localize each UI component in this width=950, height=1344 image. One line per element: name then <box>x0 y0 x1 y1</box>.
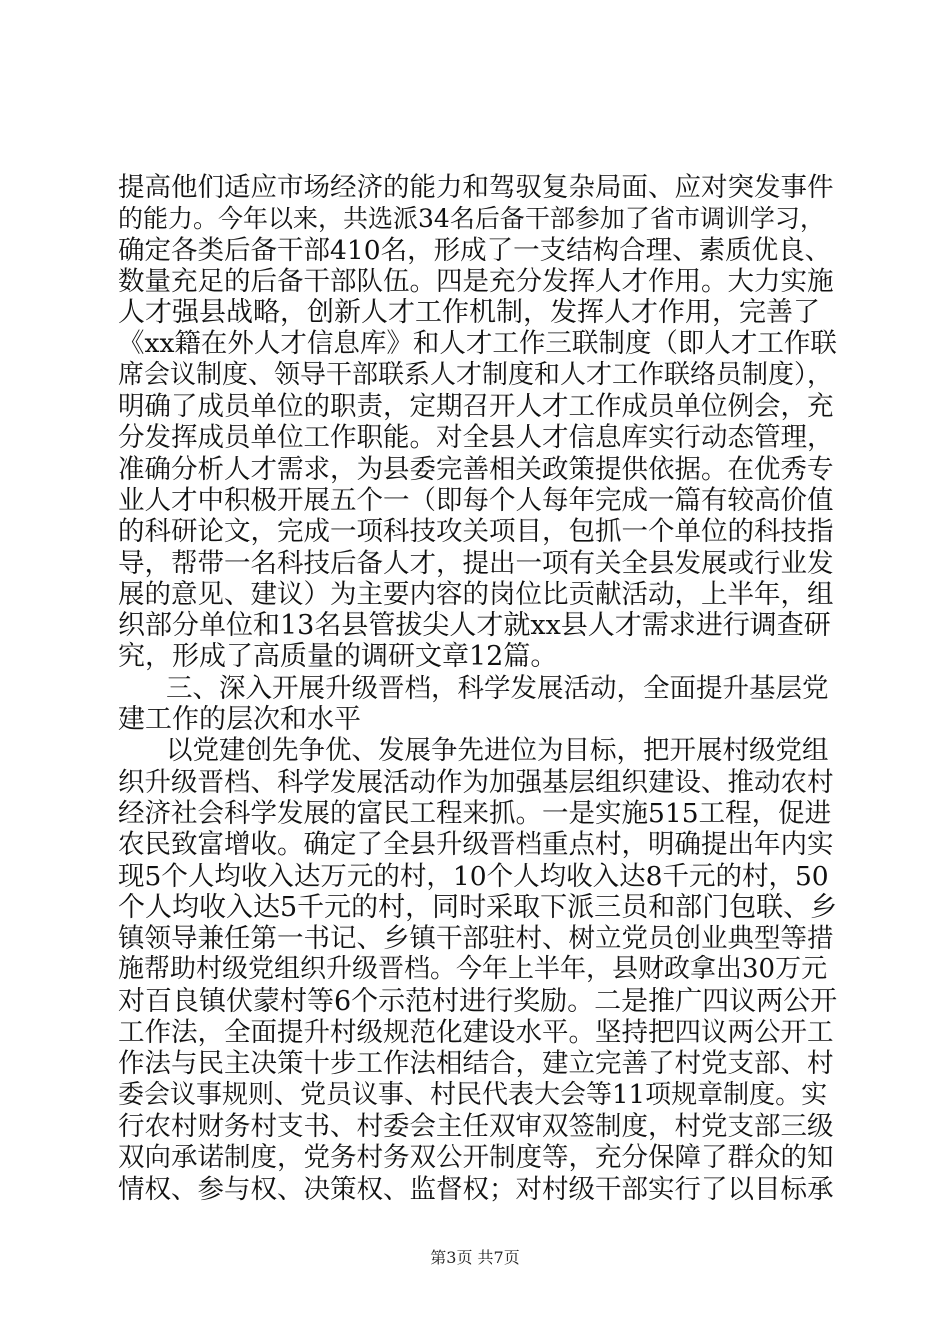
text-line: 人才强县战略，创新人才工作机制，发挥人才作用，完善了 <box>118 297 820 329</box>
text-line: 分发挥成员单位工作职能。对全县人才信息库实行动态管理， <box>118 422 834 454</box>
text-line: 的科研论文，完成一项科技攻关项目，包抓一个单位的科技指 <box>118 516 834 548</box>
text-line: 席会议制度、领导干部联系人才制度和人才工作联络员制度）， <box>118 359 834 390</box>
text-line: 情权、参与权、决策权、监督权；对村级干部实行了以目标承 <box>118 1173 834 1205</box>
text-line: 作法与民主决策十步工作法相结合，建立完善了村党支部、村 <box>118 1048 834 1080</box>
text-line: 明确了成员单位的职责，定期召开人才工作成员单位例会，充 <box>118 391 834 423</box>
text-line: 展的意见、建议）为主要内容的岗位比贡献活动，上半年，组 <box>118 578 834 610</box>
text-line: 提高他们适应市场经济的能力和驾驭复杂局面、应对突发事件 <box>118 172 834 203</box>
text-line: 现5个人均收入达万元的村，10个人均收入达8千元的村，50 <box>118 860 829 892</box>
text-line: 织部分单位和13名县管拔尖人才就xx县人才需求进行调查研 <box>118 610 831 642</box>
text-line: 委会议事规则、党员议事、村民代表大会等11项规章制度。实 <box>118 1079 828 1110</box>
body-text <box>118 172 838 1205</box>
section-heading-line: 三、深入开展升级晋档，科学发展活动，全面提升基层党 <box>166 672 829 704</box>
page-footer: 第3页 共7页 <box>430 1248 520 1267</box>
text-line: 双向承诺制度，党务村务双公开制度等，充分保障了群众的知 <box>118 1142 834 1174</box>
text-line: 农民致富增收。确定了全县升级晋档重点村，明确提出年内实 <box>118 829 834 861</box>
text-line: 准确分析人才需求，为县委完善相关政策提供依据。在优秀专 <box>118 453 834 485</box>
text-line: 数量充足的后备干部队伍。四是充分发挥人才作用。大力实施 <box>118 265 834 297</box>
text-line: 经济社会科学发展的富民工程来抓。一是实施515工程，促进 <box>118 797 832 829</box>
text-line: 施帮助村级党组织升级晋档。今年上半年，县财政拿出30万元 <box>118 954 828 985</box>
text-line: 导，帮带一名科技后备人才，提出一项有关全县发展或行业发 <box>118 547 834 579</box>
text-line: 个人均收入达5千元的村，同时采取下派三员和部门包联、乡 <box>118 891 838 923</box>
text-line: 究，形成了高质量的调研文章12篇。 <box>118 641 558 673</box>
text-line: 行农村财务村支书、村委会主任双审双签制度，村党支部三级 <box>118 1110 834 1142</box>
text-line: 《xx籍在外人才信息库》和人才工作三联制度（即人才工作联 <box>118 328 837 360</box>
text-line: 工作法，全面提升村级规范化建设水平。坚持把四议两公开工 <box>118 1017 834 1049</box>
text-line: 业人才中积极开展五个一（即每个人每年完成一篇有较高价值 <box>118 484 834 516</box>
text-line: 的能力。今年以来，共选派34名后备干部参加了省市调训学习， <box>118 204 825 234</box>
section-heading-line: 建工作的层次和水平 <box>118 704 361 736</box>
text-line: 确定各类后备干部410名，形成了一支结构合理、素质优良、 <box>118 234 832 266</box>
text-line: 镇领导兼任第一书记、乡镇干部驻村、树立党员创业典型等措 <box>118 923 834 955</box>
text-line: 织升级晋档、科学发展活动作为加强基层组织建设、推动农村 <box>118 766 834 798</box>
text-line: 对百良镇伏蒙村等6个示范村进行奖励。二是推广四议两公开 <box>118 985 838 1017</box>
text-line: 以党建创先争优、发展争先进位为目标，把开展村级党组 <box>166 735 829 767</box>
